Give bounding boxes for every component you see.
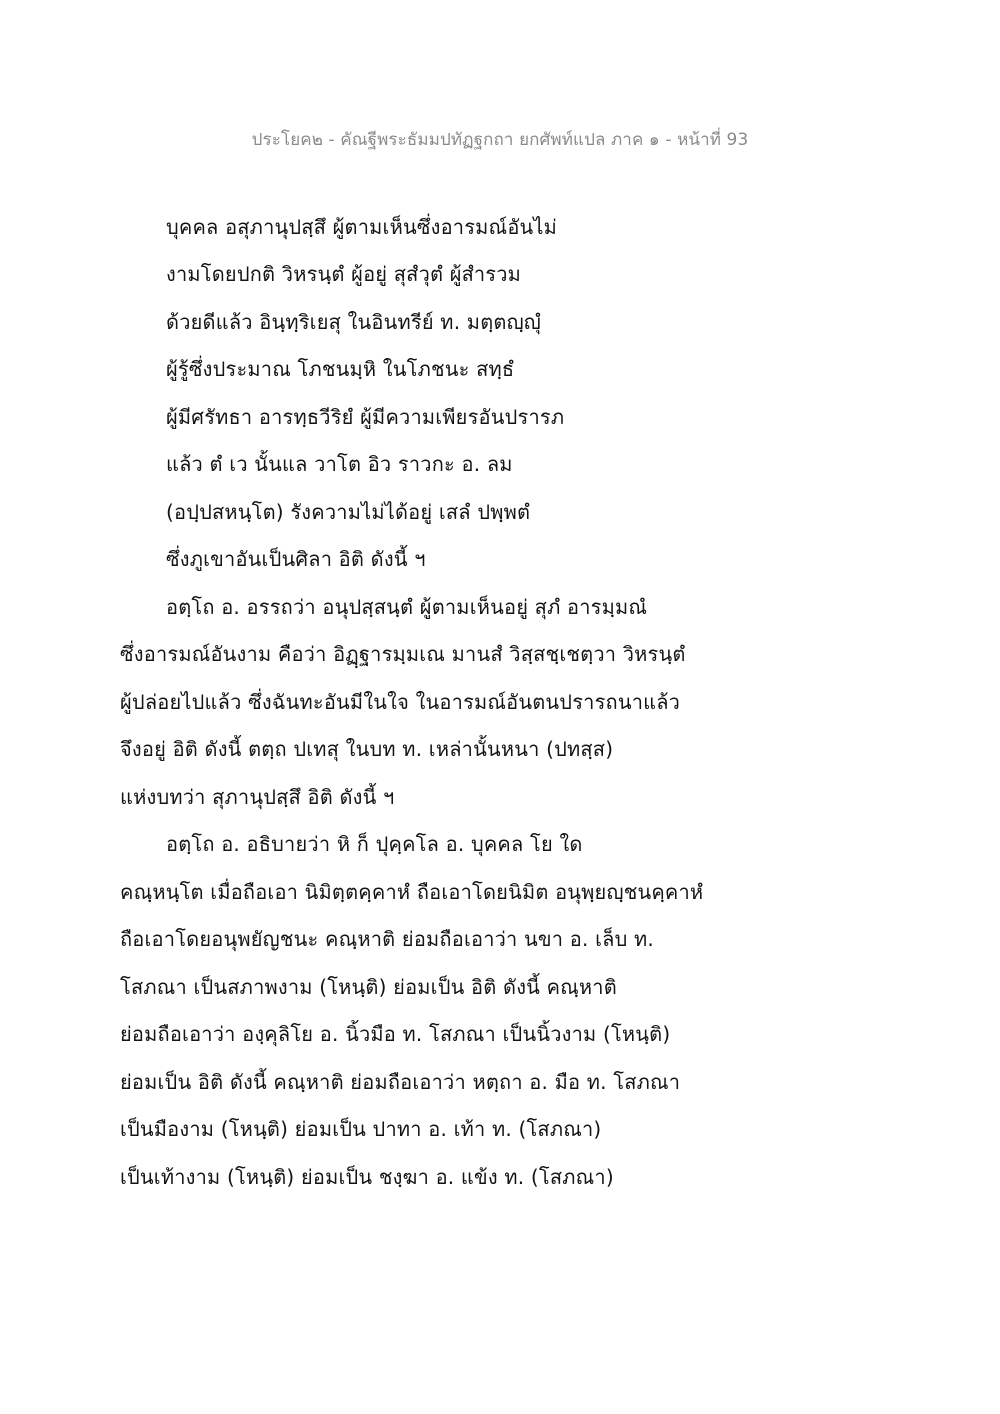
text-line: ย่อมถือเอาว่า องฺคุลิโย อ. นิ้วมือ ท. โสภณา เป็นนิ้วงาม (โหนฺติ) <box>120 1022 671 1046</box>
text-line: (อปฺปสหนฺโต) รังความไม่ได้อยู่ เสลํ ปพฺพตํ <box>166 500 531 524</box>
text-line: เป็นเท้างาม (โหนฺติ) ย่อมเป็น ชงฺฆา อ. แข้ง ท. (โสภณา) <box>120 1165 614 1189</box>
running-header: ประโยค๒ - คัณฐีพระธัมมปทัฏฐกถา ยกศัพท์แปล ภาค ๑ - หน้าที่ 93 <box>251 130 749 150</box>
text-line: ผู้ปล่อยไปแล้ว ซึ่งฉันทะอันมีในใจ ในอารมณ์อันตนปรารถนาแล้ว <box>120 690 681 714</box>
text-line: ซึ่งอารมณ์อันงาม คือว่า อิฏฺฐารมฺมเณ มานสํ วิสฺสชฺเชตฺวา วิหรนฺตํ <box>120 642 686 666</box>
text-line: ถือเอาโดยอนุพยัญชนะ คณฺหาติ ย่อมถือเอาว่า นขา อ. เล็บ ท. <box>120 927 654 951</box>
text-line: คณฺหนฺโต เมื่อถือเอา นิมิตฺตคฺคาหํ ถือเอาโดยนิมิต อนุพฺยญฺชนคฺคาหํ <box>120 880 704 904</box>
paragraph-first-line: อตฺโถ อ. อรรถว่า อนุปสฺสนฺตํ ผู้ตามเห็นอยู่ สุภํ อารมฺมณํ <box>166 595 648 619</box>
text-line: งามโดยปกติ วิหรนฺตํ ผู้อยู่ สุสํวุตํ ผู้สำรวม <box>166 262 522 286</box>
text-line: ผู้มีศรัทธา อารทฺธวีริยํ ผู้มีความเพียรอันปรารภ <box>166 405 565 429</box>
text-line: จึงอยู่ อิติ ดังนี้ ตตฺถ ปเทสุ ในบท ท. เหล่านั้นหนา (ปทสฺส) <box>120 737 614 761</box>
text-line: เป็นมืองาม (โหนฺติ) ย่อมเป็น ปาทา อ. เท้า ท. (โสภณา) <box>120 1117 602 1141</box>
paragraph-first-line: อตฺโถ อ. อธิบายว่า หิ ก็ ปุคฺคโล อ. บุคคล โย ใด <box>166 832 583 856</box>
text-line: ผู้รู้ซึ่งประมาณ โภชนมฺหิ ในโภชนะ สทฺธํ <box>166 357 515 381</box>
text-line: แล้ว ตํ เว นั้นแล วาโต อิว ราวกะ อ. ลม <box>166 452 513 476</box>
text-line: บุคคล อสุภานุปสฺสึ ผู้ตามเห็นซึ่งอารมณ์อันไม่ <box>166 215 558 239</box>
text-line: ย่อมเป็น อิติ ดังนี้ คณฺหาติ ย่อมถือเอาว่า หตฺถา อ. มือ ท. โสภณา <box>120 1070 681 1094</box>
text-line: โสภณา เป็นสภาพงาม (โหนฺติ) ย่อมเป็น อิติ ดังนี้ คณฺหาติ <box>120 975 617 999</box>
text-line: แห่งบทว่า สุภานุปสฺสึ อิติ ดังนี้ ฯ <box>120 785 395 809</box>
text-line: ด้วยดีแล้ว อินฺทฺริเยสุ ในอินทรีย์ ท. มตฺตญฺญุํ <box>166 310 542 334</box>
text-line: ซึ่งภูเขาอันเป็นศิลา อิติ ดังนี้ ฯ <box>166 547 426 571</box>
